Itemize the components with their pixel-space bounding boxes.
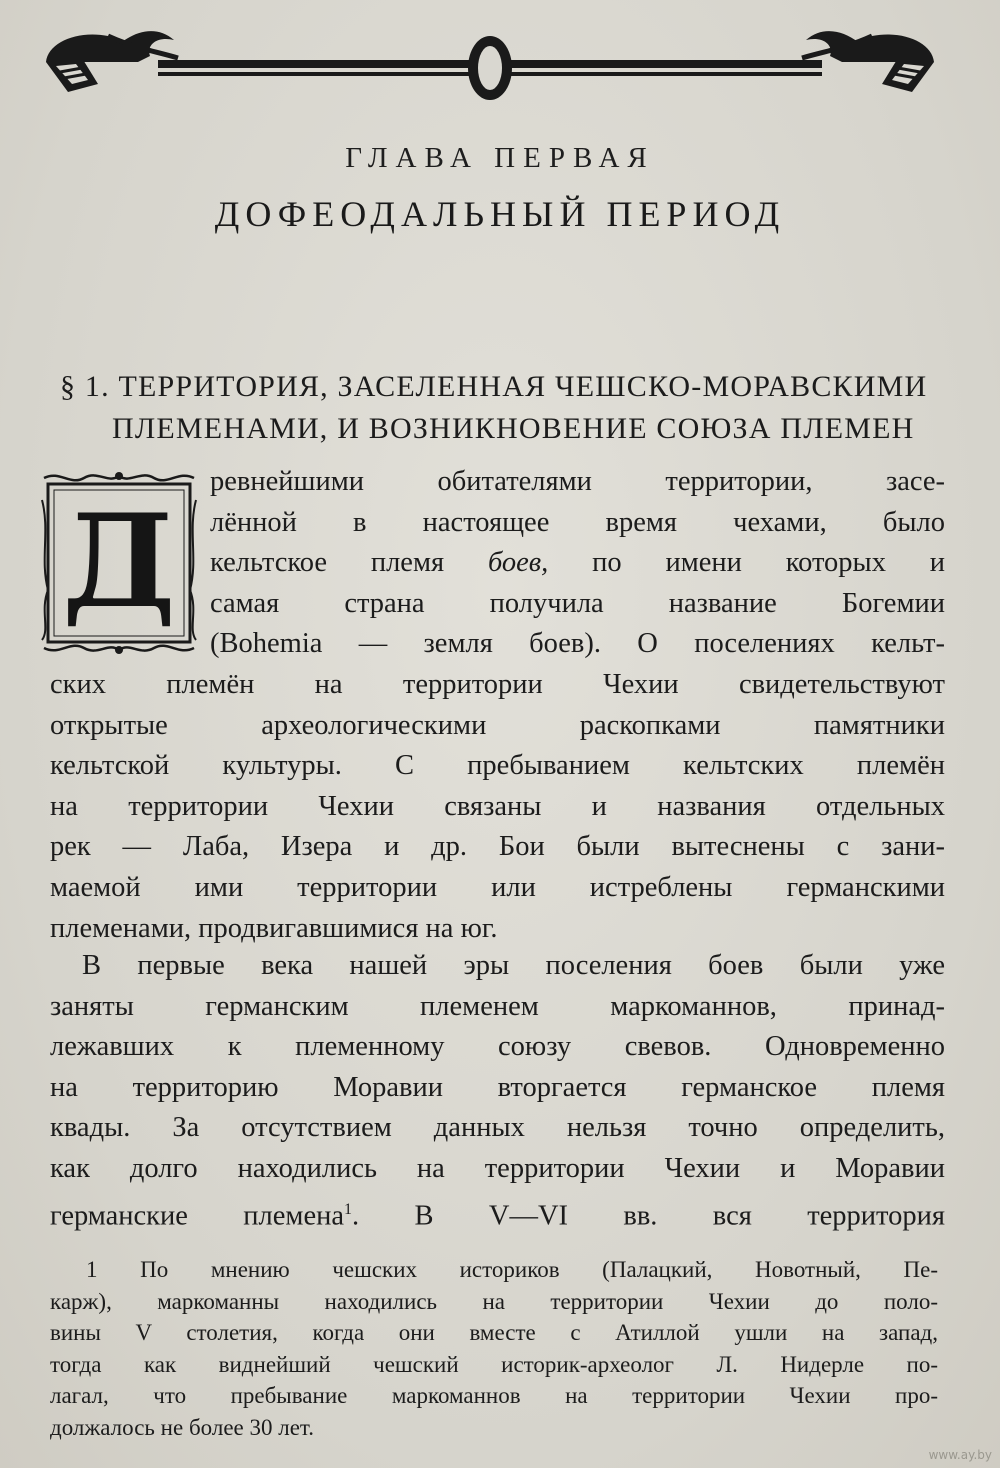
text-line: заняты германским племенем маркоманнов, принад- (50, 990, 945, 1022)
text-line: как долго находились на территории Чехии и Моравии (50, 1152, 945, 1184)
paragraph-2 (50, 946, 945, 1230)
text-fragment: кельтское племя (210, 547, 445, 579)
footnote-line: тогда как виднейший чешский историк-археолог Л. Нидерле по- (50, 1351, 938, 1377)
chapter-title: ДОФЕОДАЛЬНЫЙ ПЕРИОД (214, 194, 786, 234)
text-line: открытые археологическими раскопками памятники (50, 709, 945, 741)
footnote-line: вины V столетия, когда они вместе с Атиллой ушли на запад, (50, 1320, 938, 1345)
text-line (50, 1190, 945, 1231)
footnote (50, 1254, 938, 1443)
text-line: кельтской культуры. С пребыванием кельтских племён (50, 750, 945, 782)
text-line: ревнейшими обитателями территории, засе- (210, 466, 945, 497)
chapter-label: ГЛАВА ПЕРВАЯ (345, 142, 655, 174)
text-line: самая страна получила название Богемии (210, 587, 945, 619)
text-fragment: . В V—VI вв. вся территория (352, 1200, 945, 1232)
section-heading-line-1: § 1. ТЕРРИТОРИЯ, ЗАСЕЛЕННАЯ ЧЕШСКО-МОРАВСКИМИ (60, 370, 928, 403)
text-line: маемой ими территории или истреблены германскими (50, 871, 945, 903)
text-line: квады. За отсутствием данных нельзя точно определить, (50, 1112, 945, 1144)
footnote-line: должалось не более 30 лет. (50, 1414, 314, 1440)
text-line: лежавших к племенному союзу свевов. Одновременно (50, 1031, 945, 1063)
section-heading (60, 366, 950, 450)
text-fragment: по имени которых и (592, 547, 946, 579)
text-line: В первые века нашей эры поселения боев были уже (82, 950, 945, 981)
text-line: рек — Лаба, Изера и др. Бои были вытеснены с зани- (50, 831, 945, 863)
footnote-line: 1 По мнению чешских историков (Палацкий, Новотный, Пе- (86, 1257, 938, 1282)
text-line: (Bohemia — земля боев). О поселениях кельт- (210, 628, 945, 660)
text-line: на территории Чехии связаны и названия отдельных (50, 790, 945, 822)
footnote-line: лагал, что пребывание маркоманнов на территории Чехии про- (50, 1383, 938, 1408)
text-line: лённой в настоящее время чехами, было (210, 506, 945, 538)
text-fragment: германские племена (50, 1200, 344, 1232)
text-line: на территорию Моравии вторгается германское племя (50, 1071, 945, 1103)
footnote-line: карж), маркоманны находились на территории Чехии до поло- (50, 1288, 938, 1314)
text-line: племенами, продвигавшимися на юг. (50, 912, 498, 944)
text-line (210, 543, 945, 584)
dropcap-letter: Д (62, 487, 176, 637)
footnote-marker: 1 (344, 1200, 352, 1218)
text-line: ских племён на территории Чехии свидетельствуют (50, 668, 945, 700)
italic-term: боев, (487, 547, 549, 579)
section-heading-line-2: ПЛЕМЕНАМИ, И ВОЗНИКНОВЕНИЕ СОЮЗА ПЛЕМЕН (112, 412, 915, 445)
header-ornament-icon (38, 22, 942, 102)
watermark: www.ay.by (928, 1448, 992, 1462)
paragraph-1 (50, 462, 945, 949)
